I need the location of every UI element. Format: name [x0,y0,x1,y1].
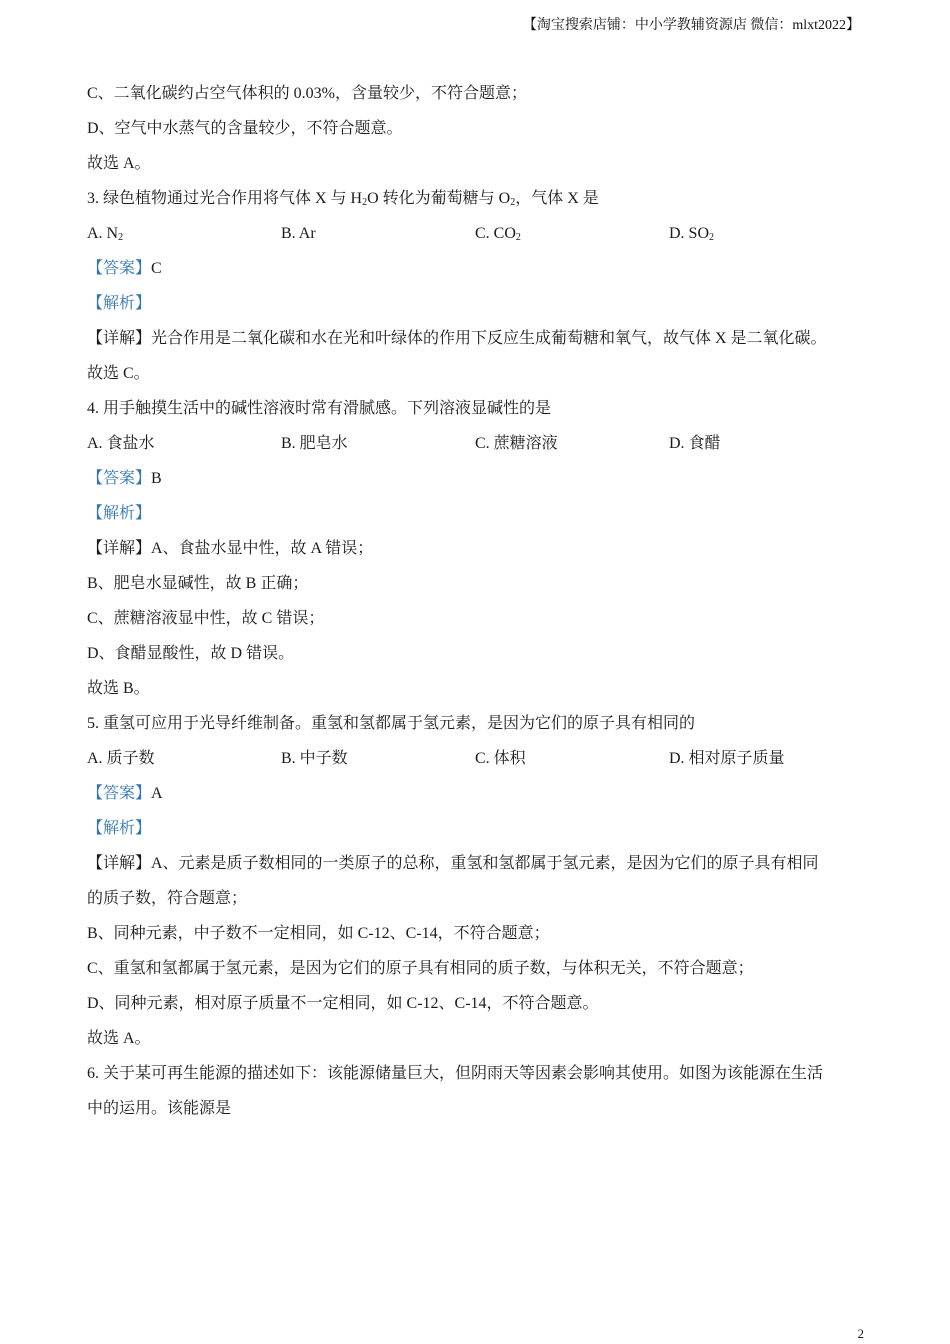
q5-detail-c: C、重氢和氢都属于氢元素，是因为它们的原子具有相同的质子数，与体积无关，不符合题意； [87,960,754,977]
q4-option-b: B. 肥皂水 [281,435,348,452]
answer-tag: 【答案】 [87,785,152,802]
q5-detail-b: B、同种元素，中子数不一定相同，如 C-12、C-14，不符合题意； [87,925,550,942]
q5-detail-d: D、同种元素，相对原子质量不一定相同，如 C-12、C-14，不符合题意。 [87,995,599,1012]
q3-options [87,216,867,251]
q3-answer: 【答案】C [87,260,162,277]
q5-option-a: A. 质子数 [87,750,155,767]
q3-detail: 【详解】光合作用是二氧化碳和水在光和叶绿体的作用下反应生成葡萄糖和氧气，故气体 X 是二氧化碳。 [87,330,827,347]
q5-analysis-tag: 【解析】 [87,820,152,837]
q5-conclusion: 故选 A。 [87,1030,151,1047]
q4-detail-a: 【详解】A、食盐水显中性，故 A 错误； [87,540,374,557]
prev-option-c-explanation: C、二氧化碳约占空气体积的 0.03%，含量较少，不符合题意； [87,85,528,102]
prev-conclusion: 故选 A。 [87,155,151,172]
q4-options [87,426,867,461]
q4-analysis-tag: 【解析】 [87,505,152,522]
q5-option-d: D. 相对原子质量 [669,750,785,767]
q3-conclusion: 故选 C。 [87,365,150,382]
q4-detail-c: C、蔗糖溶液显中性，故 C 错误； [87,610,325,627]
q5-stem: 5. 重氢可应用于光导纤维制备。重氢和氢都属于氢元素，是因为它们的原子具有相同的 [87,715,696,732]
q4-option-c: C. 蔗糖溶液 [475,435,558,452]
prev-option-d-explanation: D、空气中水蒸气的含量较少，不符合题意。 [87,120,403,137]
q3-option-b: B. Ar [281,225,316,242]
q3-option-a: A. $N_2$ [87,225,124,243]
document-body [87,76,867,1126]
q4-option-a: A. 食盐水 [87,435,155,452]
q4-stem: 4. 用手触摸生活中的碱性溶液时常有滑腻感。下列溶液显碱性的是 [87,400,552,417]
q3-analysis-tag: 【解析】 [87,295,152,312]
q4-option-d: D. 食醋 [669,435,721,452]
q4-answer: 【答案】B [87,470,162,487]
q3-option-d: D. $SO_2$ [669,225,715,243]
q6-stem-line2: 中的运用。该能源是 [87,1100,232,1117]
q4-detail-b: B、肥皂水显碱性，故 B 正确； [87,575,309,592]
q5-option-c: C. 体积 [475,750,526,767]
q4-detail-d: D、食醋显酸性，故 D 错误。 [87,645,295,662]
answer-tag: 【答案】 [87,470,152,487]
q5-detail-a-line1: 【详解】A、元素是质子数相同的一类原子的总称，重氢和氢都属于氢元素，是因为它们的原子具有相同 [87,855,819,872]
page-header: 【淘宝搜索店铺：中小学教辅资源店 微信：mlxt2022】 [522,18,860,33]
q3-stem: 3. 绿色植物通过光合作用将气体 X 与 $H_2O$ 转化为葡萄糖与 $O_2$，气体 X 是 [87,190,599,208]
q4-conclusion: 故选 B。 [87,680,150,697]
q5-detail-a-line2: 的质子数，符合题意； [87,890,248,907]
q5-options [87,741,867,776]
q5-option-b: B. 中子数 [281,750,348,767]
q6-stem-line1: 6. 关于某可再生能源的描述如下：该能源储量巨大，但阴雨天等因素会影响其使用。如图为该能源在生活 [87,1065,824,1082]
q3-option-c: C. $CO_2$ [475,225,521,243]
answer-tag: 【答案】 [87,260,152,277]
page-number: 2 [857,1326,864,1341]
q5-answer: 【答案】A [87,785,163,802]
